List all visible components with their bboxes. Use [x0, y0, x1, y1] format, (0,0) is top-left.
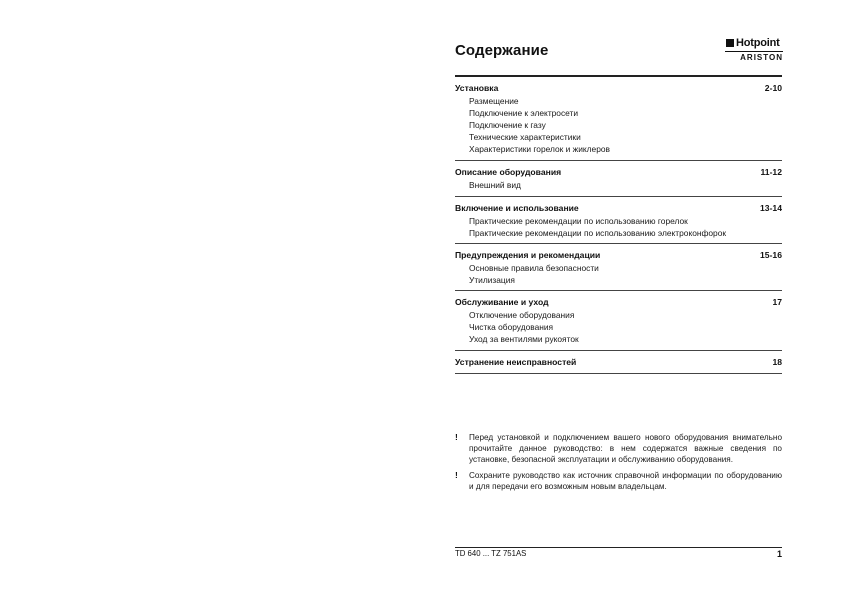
brand-name: Hotpoint: [736, 37, 780, 49]
toc-section: [455, 199, 782, 244]
toc-section-pages: 17: [772, 297, 782, 307]
toc-item[interactable]: Практические рекомендации по использованию электроконфорок: [469, 228, 727, 238]
model-range: TD 640 ... TZ 751AS: [455, 549, 527, 558]
toc-section-title[interactable]: Включение и использование: [455, 203, 579, 213]
toc-section-title[interactable]: Предупреждения и рекомендации: [455, 250, 601, 260]
toc-section-pages: 15-16: [760, 250, 782, 260]
toc-section: [455, 353, 782, 374]
toc-section-title[interactable]: Описание оборудования: [455, 167, 562, 177]
toc-section: [455, 293, 782, 351]
toc-section-pages: 2-10: [764, 83, 782, 93]
toc-section-title[interactable]: Установка: [455, 83, 499, 93]
toc-item[interactable]: Технические характеристики: [469, 132, 581, 142]
logo-divider: [725, 51, 783, 52]
toc-item[interactable]: Размещение: [469, 96, 519, 106]
toc-item[interactable]: Утилизация: [469, 275, 515, 285]
toc-section-pages: 18: [772, 357, 782, 367]
brand-subname: ARISTON: [740, 53, 783, 62]
notes-block: [455, 432, 782, 496]
toc-item[interactable]: Подключение к электросети: [469, 108, 579, 118]
exclamation-icon: !: [455, 432, 458, 442]
toc-section-title[interactable]: Обслуживание и уход: [455, 297, 549, 307]
toc-item[interactable]: Внешний вид: [469, 180, 521, 190]
brand-logo: [725, 36, 785, 66]
toc-item[interactable]: Подключение к газу: [469, 120, 546, 130]
warning-note: [455, 470, 782, 492]
toc-item[interactable]: Чистка оборудования: [469, 322, 554, 332]
toc-section-title[interactable]: Устранение неисправностей: [455, 357, 577, 367]
page-title: Содержание: [455, 42, 549, 59]
warning-note: [455, 432, 782, 466]
header-rule: [455, 75, 782, 77]
footer-rule: [455, 547, 782, 548]
note-text: Перед установкой и подключением вашего нового оборудования внимательно прочитайте данное руководство: в нем содержатся важные сведения по установке, безопасной эксплуатации и обслуживанию оборудования.: [469, 433, 782, 465]
page-number: 1: [776, 549, 782, 559]
toc-section-pages: 13-14: [760, 203, 782, 213]
toc-section: [455, 79, 782, 161]
toc-section: [455, 246, 782, 291]
brand-mark-icon: [726, 39, 734, 47]
toc-item[interactable]: Отключение оборудования: [469, 310, 575, 320]
toc-section-pages: 11-12: [760, 167, 782, 177]
toc-item[interactable]: Характеристики горелок и жиклеров: [469, 144, 610, 154]
toc-item[interactable]: Основные правила безопасности: [469, 263, 599, 273]
toc-item[interactable]: Практические рекомендации по использованию горелок: [469, 216, 688, 226]
table-of-contents: [455, 79, 782, 374]
exclamation-icon: !: [455, 469, 458, 480]
toc-section: [455, 163, 782, 197]
toc-item[interactable]: Уход за вентилями рукояток: [469, 334, 579, 344]
note-text: Сохраните руководство как источник справочной информации по оборудованию и для передачи его возможным новым владельцам.: [469, 470, 782, 491]
